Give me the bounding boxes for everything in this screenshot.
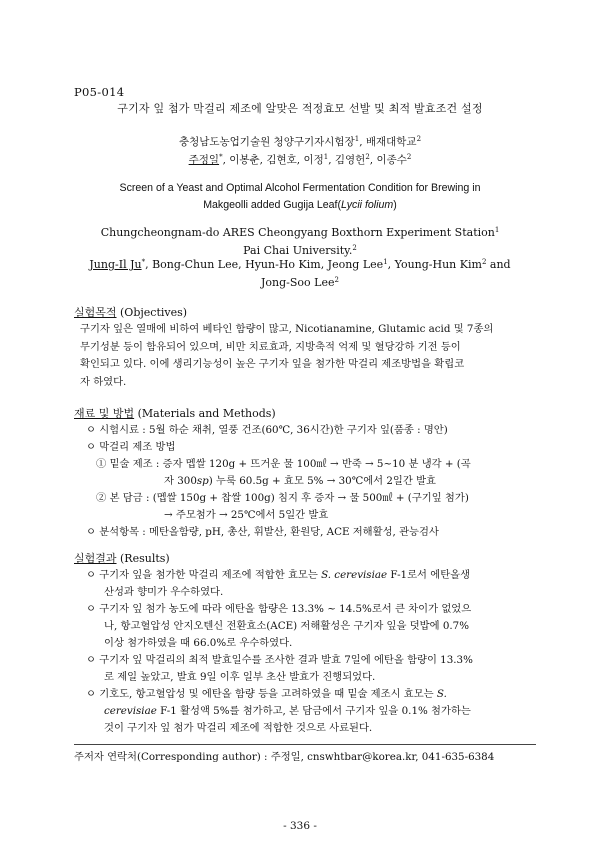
korean-title: 구기자 잎 첨가 막걸리 제조에 알맞은 적정효모 선발 및 최적 발효조건 설정 [117,102,483,115]
results-heading: 실험결과 (Results) [74,552,170,565]
footer-rule [74,744,536,745]
korean-authors: 주정일*, 이봉춘, 김현호, 이정$^1$, 김영헌$^2$, 이종수$^2$ [188,153,412,166]
objectives-line: 무기성분 등이 함유되어 있으며, 비만 치료효과, 지방축적 억제 및 혈당강하 기전 등이 [80,340,461,353]
objectives-text [80,321,532,391]
english-title: Screen of a Yeast and Optimal Alcohol Fermentation Condition for Brewing in Makgeolli added Gugija Leaf(Lycii folium) [119,182,481,211]
page-number: - 336 - [283,820,317,832]
results-item4: ㅇ 기호도, 항고혈압성 및 에탄올 함량 등을 고려하였을 때 밑술 제조시 효모는 S. [86,688,447,700]
results-item4-cont: cerevisiae F-1 활성액 5%를 첨가하고, 본 담금에서 구기자 잎을 0.1% 첨가하는 [104,705,471,717]
abstract-code: P05-014 [74,85,125,99]
results-item2: ㅇ 구기자 잎 첨가 농도에 따라 에탄올 함량은 13.3% ~ 14.5%로서 큰 차이가 없었으 [86,603,472,615]
korean-affiliations: 충청남도농업기술원 청양구기자시험장$^1$, 배재대학교$^2$ [178,135,422,148]
methods-analysis: ㅇ 분석항목 : 메탄올함량, pH, 총산, 휘발산, 환원당, ACE 저해활성, 관능검사 [86,526,439,538]
methods-step2: ② 본 담금 : (멥쌀 150g + 찹쌀 100g) 침지 후 증자 → 물 500㎖ + (구기잎 첨가) [96,492,469,504]
methods-step1-cont: 자 300sp) 누룩 60.5g + 효모 5% → 30℃에서 2일간 발효 [164,475,436,487]
english-affiliations: Chungcheongnam-do ARES Cheongyang Boxthorn Experiment Station$^1$ Pai Chai University.$^2$ [100,226,500,257]
objectives-line: 자 하였다. [80,375,127,388]
methods-step1: ① 밑술 제조 : 증자 멥쌀 120g + 뜨거운 물 100㎖ → 반죽 → 5~10 분 냉각 + (곡 [96,458,471,470]
methods-process-title: ㅇ 막걸리 제조 방법 [86,441,176,453]
objectives-line: 구기자 잎은 열매에 비하여 베타인 함량이 많고, Nicotianamine, Glutamic acid 및 7종의 [80,323,494,335]
results-item2-cont2: 이상 첨가하였을 때 66.0%로 우수하였다. [104,637,293,649]
methods-sample: ㅇ 시험시료 : 5월 하순 채취, 열풍 건조(60℃, 36시간)한 구기자 잎(품종 : 명안) [86,424,448,436]
corresponding-author: 주저자 연락처(Corresponding author) : 주정일, cnswhtbar@korea.kr, 041-635-6384 [74,751,495,763]
results-item2-cont: 나, 항고혈압성 안지오텐신 전환효소(ACE) 저해활성은 구기자 잎을 덧밥에 0.7% [104,620,469,632]
results-item4-cont2: 것이 구기자 잎 첨가 막걸리 제조에 적합한 것으로 사료된다. [104,722,373,734]
results-item3-cont: 로 제일 높았고, 발효 9일 이후 일부 초산 발효가 진행되었다. [104,671,376,683]
results-item3: ㅇ 구기자 잎 막걸리의 최적 발효일수를 조사한 결과 발효 7일에 에탄올 함량이 13.3% [86,654,473,666]
methods-step2-cont: → 주모첨가 → 25℃에서 5일간 발효 [164,509,329,521]
objectives-line: 확인되고 있다. 이에 생리기능성이 높은 구기자 잎을 첨가한 막걸리 제조방법을 확립코 [80,358,465,370]
methods-heading: 재료 및 방법 (Materials and Methods) [74,407,276,420]
objectives-heading: 실험목적 (Objectives) [74,306,188,319]
results-item1-cont: 산성과 향미가 우수하였다. [104,586,224,598]
english-authors: Jung-Il Ju*, Bong-Chun Lee, Hyun-Ho Kim, Jeong Lee$^1$, Young-Hun Kim$^2$ and Jong-Soo Lee$^2$ [89,258,511,289]
results-item1: ㅇ 구기자 잎을 첨가한 막걸리 제조에 적합한 효모는 S. cerevisiae F-1로서 에탄올생 [86,569,471,581]
